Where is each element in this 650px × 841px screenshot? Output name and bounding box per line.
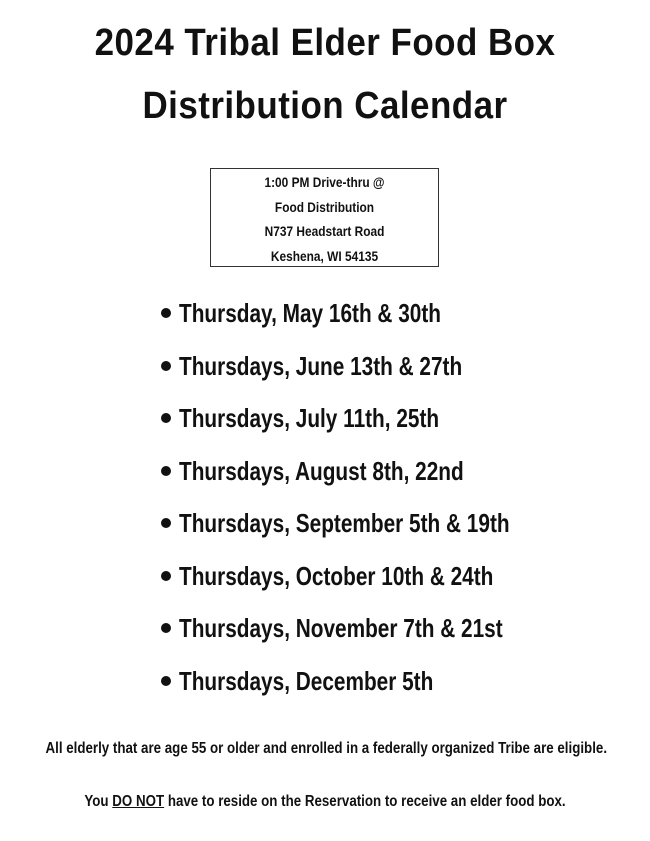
location-venue: Food Distribution: [274, 198, 375, 215]
date-text: Thursdays, August 8th, 22nd: [179, 455, 464, 486]
page-title-line-1: 2024 Tribal Elder Food Box: [94, 22, 556, 64]
location-box: [210, 168, 439, 267]
location-time: 1:00 PM Drive-thru @: [264, 174, 385, 190]
bullet-icon: [161, 361, 171, 371]
date-text: Thursdays, October 10th & 24th: [179, 560, 494, 591]
date-text: Thursdays, July 11th, 25th: [179, 403, 440, 433]
bullet-icon: [161, 413, 171, 423]
bullet-icon: [161, 623, 171, 633]
residence-note-suffix: have to reside on the Reservation to receive an elder food box.: [164, 793, 566, 810]
bullet-icon: [161, 676, 171, 686]
residence-note: [46, 792, 605, 812]
date-text: Thursday, May 16th & 30th: [179, 298, 441, 328]
bullet-icon: [161, 308, 171, 318]
date-text: Thursdays, December 5th: [179, 665, 434, 696]
date-text: Thursdays, November 7th & 21st: [179, 613, 503, 643]
residence-note-prefix: You: [84, 793, 113, 810]
location-city: Keshena, WI 54135: [270, 247, 379, 264]
date-text: Thursdays, September 5th & 19th: [179, 508, 510, 538]
page-title-line-2: Distribution Calendar: [142, 85, 508, 127]
bullet-icon: [161, 518, 171, 528]
bullet-icon: [161, 466, 171, 476]
location-street: N737 Headstart Road: [264, 223, 385, 239]
residence-note-emphasis: DO NOT: [112, 793, 165, 810]
eligibility-note: All elderly that are age 55 or older and enrolled in a federally organized Tribe are eligible.: [45, 740, 608, 757]
date-text: Thursdays, June 13th & 27th: [179, 350, 463, 381]
location-lines: [211, 169, 438, 268]
bullet-icon: [161, 571, 171, 581]
